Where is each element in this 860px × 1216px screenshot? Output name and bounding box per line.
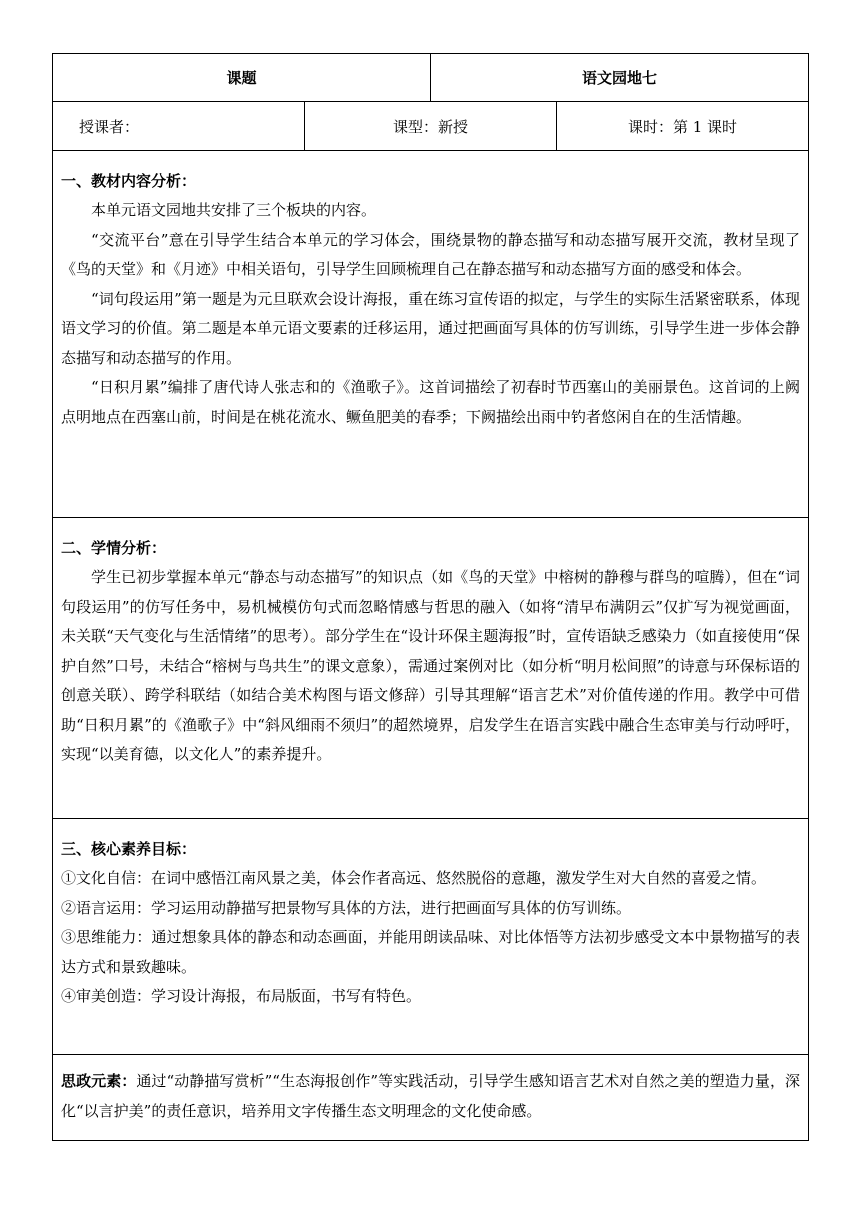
meta-row [53,102,809,151]
lesson-plan-page [52,53,808,1141]
section-learner-analysis [53,518,809,819]
paragraph: 学生已初步掌握本单元“静态与动态描写”的知识点（如《鸟的天堂》中榕树的静穆与群鸟的喧腾），但在“词句段运用”的仿写任务中，易机械模仿句式而忽略情感与哲思的融入（如将“清早布满阴云”仅扩写为视觉画面，未关联“天气变化与生活情绪”的思考）。部分学生在“设计环保主题海报”时，宣传语缺乏感染力（如直接使用“保护自然”口号，未结合“榕树与鸟共生”的课文意象），需通过案例对比（如分析“明月松间照”的诗意与环保标语的创意关联）、跨学科联结（如结合美术构图与语文修辞）引导其理解“语言艺术”对价值传递的作用。教学中可借助“日积月累”的《渔歌子》中“斜风细雨不须归”的超然境界，启发学生在语言实践中融合生态审美与行动呼吁，实现“以美育德，以文化人”的素养提升。 [61,568,801,763]
goal-item: ①文化自信：在词中感悟江南风景之美，体会作者高远、悠然脱俗的意趣，激发学生对大自然的喜爱之情。 [61,869,767,887]
section-textbook-analysis [53,151,809,518]
ideology-lead: 思政元素： [61,1072,137,1090]
header-row [53,54,809,102]
paragraph: 本单元语文园地共安排了三个板块的内容。 [91,201,377,219]
teacher-cell: 授课者： [53,102,305,151]
paragraph: “词句段运用”第一题是为元旦联欢会设计海报，重在练习宣传语的拟定，与学生的实际生活紧密联系，体现语文学习的价值。第二题是本单元语文要素的迁移运用，通过把画面写具体的仿写训练，引导学生进一步体会静态描写和动态描写的作用。 [61,289,801,367]
paragraph: “交流平台”意在引导学生结合本单元的学习体会，围绕景物的静态描写和动态描写展开交流，教材呈现了《鸟的天堂》和《月迹》中相关语句，引导学生回顾梳理自己在静态描写和动态描写方面的感受和体会。 [61,230,801,278]
ideology-paragraph [61,1067,800,1126]
goal-item: ③思维能力：通过想象具体的静态和动态画面，并能用朗读品味、对比体悟等方法初步感受文本中景物描写的表达方式和景致趣味。 [61,928,801,976]
lesson-type-cell: 课型：新授 [305,102,557,151]
section-ideology [53,1055,809,1141]
section-ideology-row [53,1055,809,1141]
section-textbook-analysis-row [53,151,809,518]
goal-item: ④审美创造：学习设计海报，布局版面，书写有特色。 [61,987,422,1005]
lesson-plan-table [52,53,809,1141]
section-title: 二、学情分析： [61,539,167,557]
ideology-text: 通过“动静描写赏析”“生态海报创作”等实践活动，引导学生感知语言艺术对自然之美的塑造力量，深化“以言护美”的责任意识，培养用文字传播生态文明理念的文化使命感。 [61,1072,801,1120]
lesson-hours-cell: 课时：第 1 课时 [557,102,809,151]
section-core-goals [53,819,809,1055]
paragraph: “日积月累”编排了唐代诗人张志和的《渔歌子》。这首词描绘了初春时节西塞山的美丽景色。这首词的上阙点明地点在西塞山前，时间是在桃花流水、鳜鱼肥美的春季；下阙描绘出雨中钓者悠闲自在的生活情趣。 [61,378,801,426]
section-core-goals-row [53,819,809,1055]
section-title: 一、教材内容分析： [61,172,197,190]
topic-label: 课题 [53,54,431,102]
goal-item: ②语言运用：学习运用动静描写把景物写具体的方法，进行把画面写具体的仿写训练。 [61,898,632,917]
section-learner-analysis-row [53,518,809,819]
section-title: 三、核心素养目标： [61,840,197,858]
topic-value: 语文园地七 [431,54,809,102]
